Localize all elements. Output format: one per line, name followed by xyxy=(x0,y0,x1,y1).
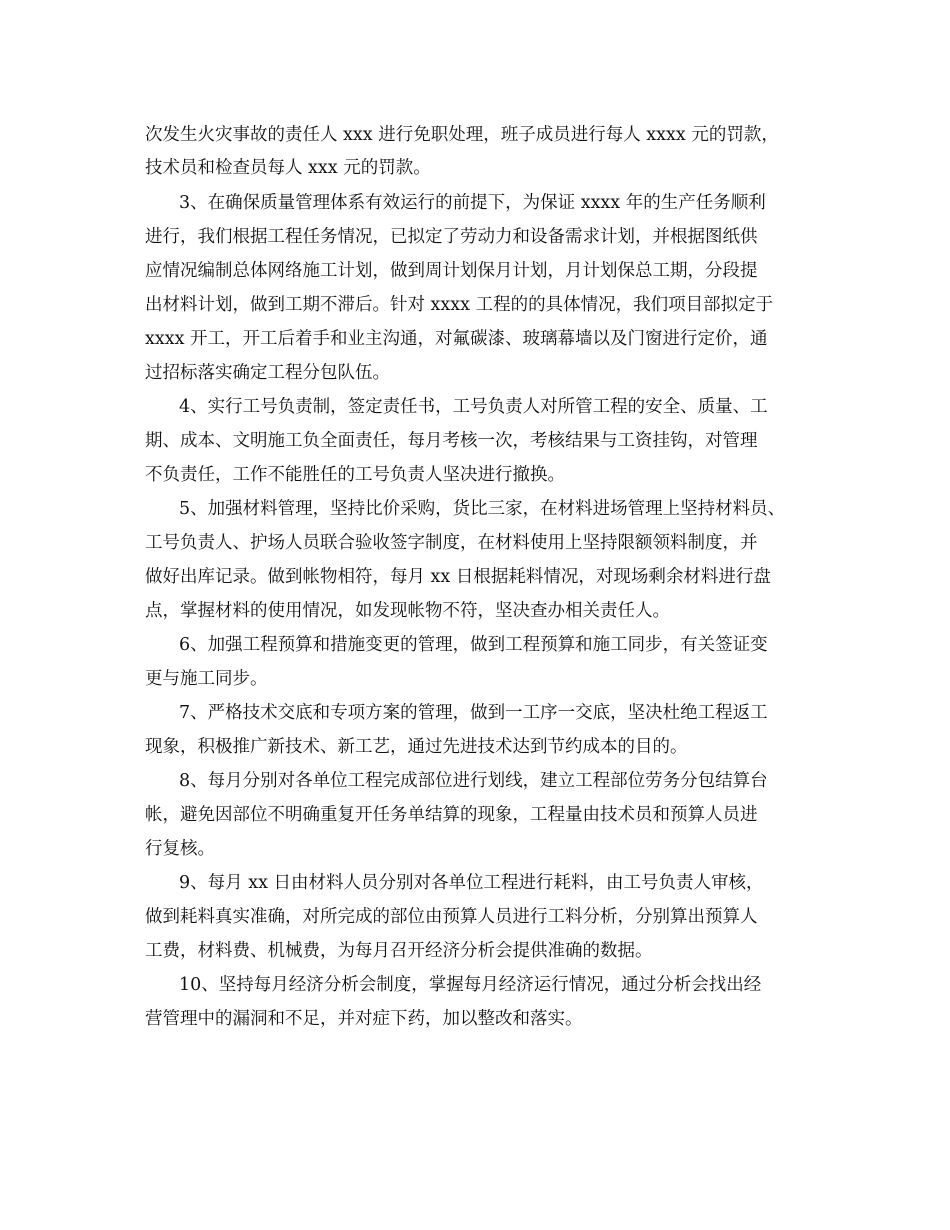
text-line: 次发生火灾事故的责任人 xxx 进行免职处理，班子成员进行每人 xxxx 元的罚款， xyxy=(145,125,779,145)
paragraph-4-line: 期、成本、文明施工负全面责任，每月考核一次，考核结果与工资挂钩，对管理 xyxy=(145,431,758,451)
text-line: 技术员和检查员每人 xxx 元的罚款。 xyxy=(145,158,431,178)
paragraph-4-line: 不负责任，工作不能胜任的工号负责人坚决进行撤换。 xyxy=(145,465,565,485)
paragraph-6-line: 6、加强工程预算和措施变更的管理，做到工程预算和施工同步，有关签证变 xyxy=(179,635,768,655)
paragraph-4-line: 4、实行工号负责制，签定责任书，工号负责人对所管工程的安全、质量、工 xyxy=(179,397,768,417)
paragraph-6-line: 更与施工同步。 xyxy=(145,669,268,689)
paragraph-10-line: 营管理中的漏洞和不足，并对症下药，加以整改和落实。 xyxy=(145,1009,583,1029)
paragraph-3-line: xxxx 开工，开工后着手和业主沟通，对氟碳漆、玻璃幕墙以及门窗进行定价，通 xyxy=(145,329,768,349)
paragraph-8-line: 行复核。 xyxy=(145,839,215,859)
paragraph-3-line: 过招标落实确定工程分包队伍。 xyxy=(145,363,390,383)
paragraph-9-line: 工费，材料费、机械费，为每月召开经济分析会提供准确的数据。 xyxy=(145,941,653,961)
paragraph-3-line: 应情况编制总体网络施工计划，做到周计划保月计划，月计划保总工期，分段提 xyxy=(145,261,758,281)
paragraph-5-line: 工号负责人、护场人员联合验收签字制度，在材料使用上坚持限额领料制度，并 xyxy=(145,533,758,553)
paragraph-5-line: 做好出库记录。做到帐物相符，每月 xx 日根据耗料情况，对现场剩余材料进行盘 xyxy=(145,567,771,587)
paragraph-9-line: 9、每月 xx 日由材料人员分别对各单位工程进行耗料，由工号负责人审核， xyxy=(179,873,764,893)
paragraph-8-line: 8、每月分别对各单位工程完成部位进行划线，建立工程部位劳务分包结算台 xyxy=(179,771,768,791)
paragraph-3-line: 进行，我们根据工程任务情况，已拟定了劳动力和设备需求计划，并根据图纸供 xyxy=(145,227,758,247)
paragraph-5-line: 点，掌握材料的使用情况，如发现帐物不符，坚决查办相关责任人。 xyxy=(145,601,670,621)
paragraph-3-line: 出材料计划，做到工期不滞后。针对 xxxx 工程的的具体情况，我们项目部拟定于 xyxy=(145,295,774,315)
paragraph-5-line: 5、加强材料管理，坚持比价采购，货比三家，在材料进场管理上坚持材料员、 xyxy=(179,499,786,519)
paragraph-8-line: 帐，避免因部位不明确重复开任务单结算的现象，工程量由技术员和预算人员进 xyxy=(145,805,758,825)
paragraph-10-line: 10、坚持每月经济分析会制度，掌握每月经济运行情况，通过分析会找出经 xyxy=(179,975,762,995)
paragraph-7-line: 现象，积极推广新技术、新工艺，通过先进技术达到节约成本的目的。 xyxy=(145,737,688,757)
paragraph-7-line: 7、严格技术交底和专项方案的管理，做到一工序一交底，坚决杜绝工程返工 xyxy=(179,703,768,723)
paragraph-3-line: 3、在确保质量管理体系有效运行的前提下，为保证 xxxx 年的生产任务顺利 xyxy=(179,193,766,213)
paragraph-9-line: 做到耗料真实准确，对所完成的部位由预算人员进行工料分析，分别算出预算人 xyxy=(145,907,758,927)
